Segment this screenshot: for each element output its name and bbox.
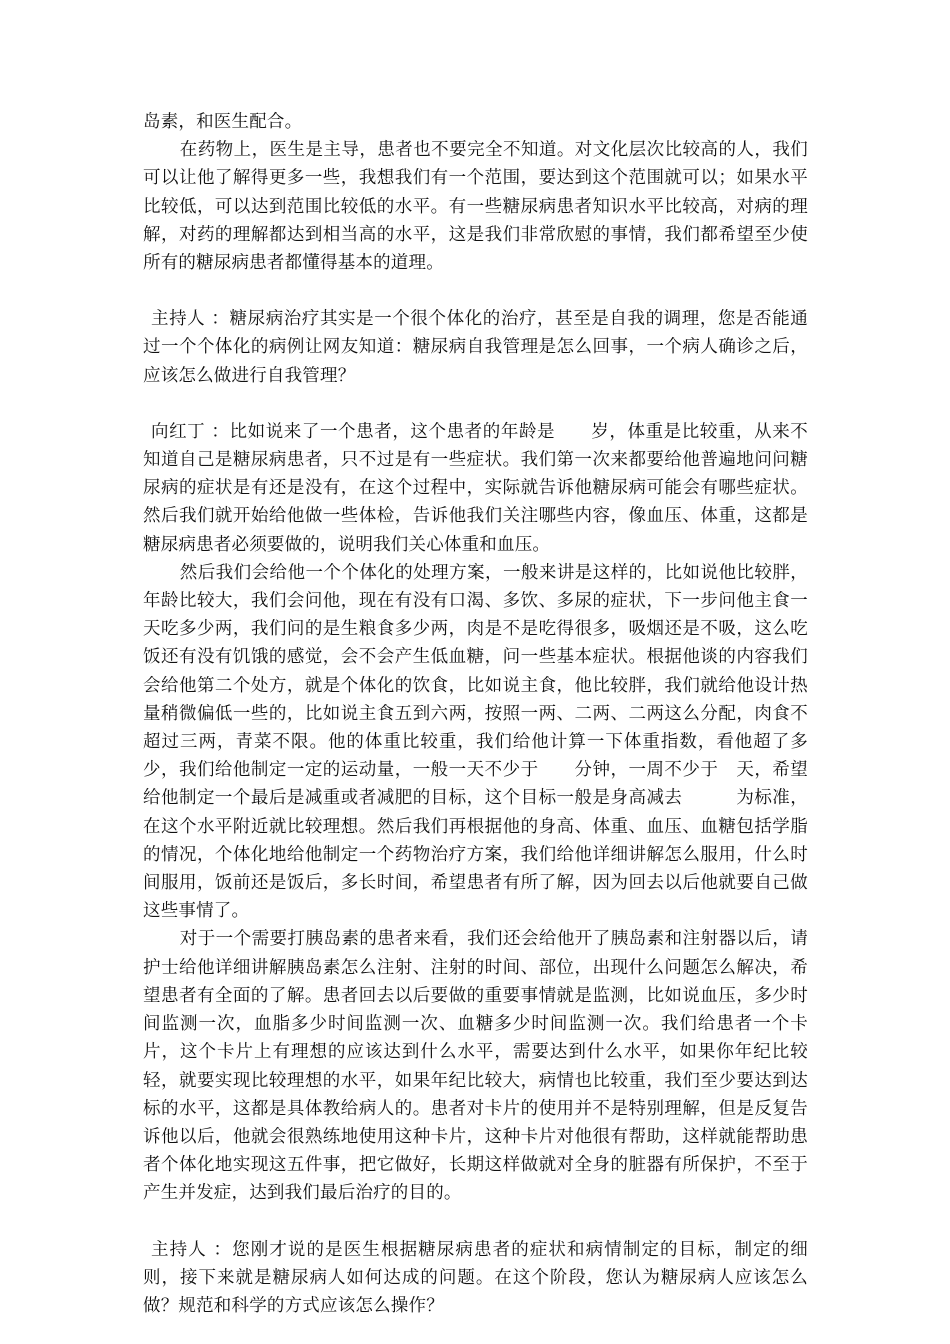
host-speaker-label: 主持人 ： [151,1239,233,1260]
host-question-2 [143,1236,808,1321]
paragraph-spacer [143,1208,808,1236]
paragraph-continuation: 岛素，和医生配合。 [143,112,303,132]
paragraph-medication-role: 在药物上，医生是主导，患者也不要完全不知道。对文化层次比较高的人，我们可以让他了解得更多一些，我想我们有一个范围，要达到这个范围就可以；如果水平比较低，可以达到范围比较低的水平。有一些糖尿病患者知识水平比较高，对病的理解，对药的理解都达到相当高的水平，这是我们非常欣慰的事情，我们都希望至少使所有的糖尿病患者都懂得基本的道理。 [143,140,808,274]
expert-speaker-label: 向红丁 ： [151,421,230,442]
paragraph-treatment-plan: 然后我们会给他一个个体化的处理方案，一般来讲是这样的，比如说他比较胖，年龄比较大，我们会问他，现在有没有口渴、多饮、多尿的症状，下一步问他主食一天吃多少两，我们问的是生粮食多少两，肉是不是吃得很多，吸烟还是不吸，这么吃饭还有没有饥饿的感觉，会不会产生低血糖，问一些基本症状。根据他谈的内容我们会给他第二个处方，就是个体化的饮食，比如说主食，他比较胖，我们就给他设计热量稍微偏低一些的，比如说主食五到六两，按照一两、二两、二两这么分配，肉食不超过三两，青菜不限。他的体重比较重，我们给他计算一下体重指数，看他超了多少，我们给他制定一定的运动量，一般一天不少于 分钟，一周不少于 天，希望给他制定一个最后是减重或者减肥的目标，这个目标一般是身高减去 为标准，在这个水平附近就比较理想。然后我们再根据他的身高、体重、血压、血糖包括学脂的情况，个体化地给他制定一个药物治疗方案，我们给他详细讲解怎么服用，什么时间服用，饭前还是饭后，多长时间，希望患者有所了解，因为回去以后他就要自己做这些事情了。 [143,562,808,922]
expert-answer-1 [143,418,808,559]
document-page [143,108,808,1320]
paragraph-spacer [143,390,808,418]
host-question-2-text: 您刚才说的是医生根据糖尿病患者的症状和病情制定的目标，制定的细则，接下来就是糖尿病人如何达成的问题。在这个阶段，您认为糖尿病人应该怎么做？规范和科学的方式应该怎么操作？ [143,1239,809,1316]
paragraph-spacer [143,277,808,305]
host-question-1-text: 糖尿病治疗其实是一个很个体化的治疗，甚至是自我的调理，您是否能通过一个个体化的病例让网友知道：糖尿病自我管理是怎么回事，一个病人确诊之后，应该怎么做进行自我管理？ [143,309,808,386]
paragraph-insulin-monitoring: 对于一个需要打胰岛素的患者来看，我们还会给他开了胰岛素和注射器以后，请护士给他详细讲解胰岛素怎么注射、注射的时间、部位，出现什么问题怎么解决，希望患者有全面的了解。患者回去以后要做的重要事情就是监测，比如说血压，多少时间监测一次，血脂多少时间监测一次、血糖多少时间监测一次。我们给患者一个卡片，这个卡片上有理想的应该达到什么水平，需要达到什么水平，如果你年纪比较轻，就要实现比较理想的水平，如果年纪比较大，病情也比较重，我们至少要达到达标的水平，这都是具体教给病人的。患者对卡片的使用并不是特别理解，但是反复告诉他以后，他就会很熟练地使用这种卡片，这种卡片对他很有帮助，这样就能帮助患者个体化地实现这五件事，把它做好，长期这样做就对全身的脏器有所保护，不至于产生并发症，达到我们最后治疗的目的。 [143,929,808,1204]
expert-answer-1-text: 比如说来了一个患者，这个患者的年龄是 岁，体重是比较重，从来不知道自己是糖尿病患者，只不过是有一些症状。我们第一次来都要给他普遍地问问糖尿病的症状是有还是没有，在这个过程中，实际就告诉他糖尿病可能会有哪些症状。然后我们就开始给他做一些体检，告诉他我们关注哪些内容，像血压、体重，这都是糖尿病患者必须要做的，说明我们关心体重和血压。 [143,421,808,555]
host-question-1 [143,305,808,390]
host-speaker-label: 主持人 ： [151,309,230,330]
